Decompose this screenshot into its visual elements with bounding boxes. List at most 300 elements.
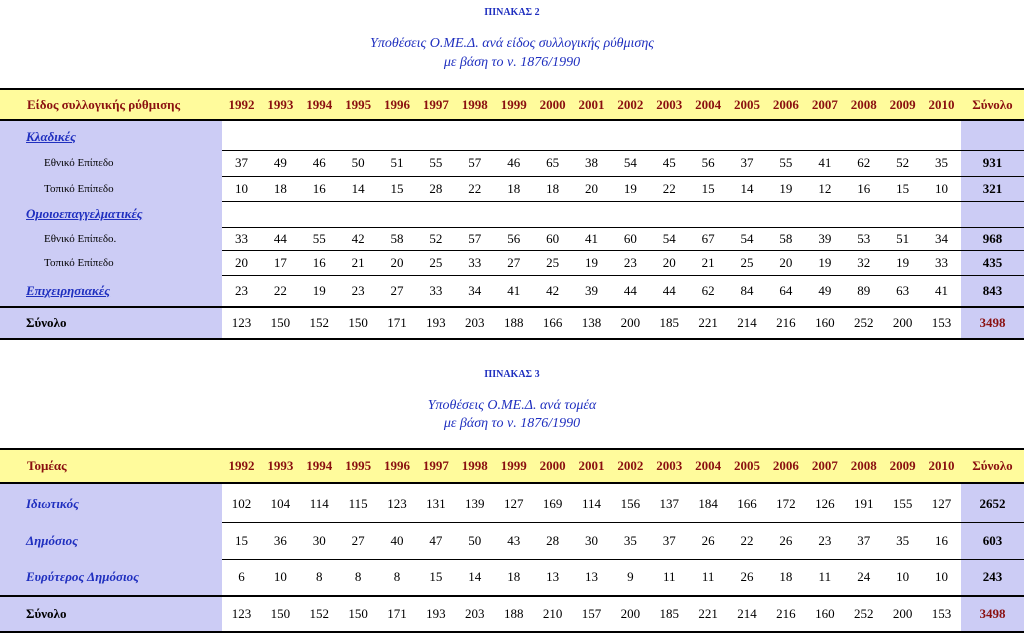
table2-cell: 152 [300,307,339,339]
table3-cell: 8 [393,569,401,585]
table3-year-header: 1996 [378,449,417,483]
table2-cell: 46 [494,150,533,176]
table3-year-header: 1995 [339,449,378,483]
table3-year-header: 1993 [261,449,300,483]
table2-cell: 33 [429,282,443,298]
table3-cell: 11 [662,569,676,585]
table3-cell: 221 [689,596,728,632]
table2-cell: 58 [378,227,417,250]
table2-cell: 123 [222,307,261,339]
table2-cell [378,201,417,227]
table3-cell: 102 [222,486,261,522]
table3-total-header: Σύνολο [961,449,1024,483]
table2-cell: 20 [650,250,689,275]
table3-cell: 155 [883,486,922,522]
table2-cell: 41 [805,150,844,176]
table3-cell: 37 [844,522,883,559]
table3-cell: 252 [844,596,883,632]
table3-row [0,596,1024,632]
table2-year-header: 1994 [300,89,339,120]
table3-cell: 11 [818,569,832,585]
table3-cell: 35 [611,522,650,559]
table2-year-header: 2010 [922,89,961,120]
table2-cell [883,201,922,227]
table3-cell: 169 [533,486,572,522]
table2-cell [494,201,533,227]
table2-row-label: Επιχειρησιακές [0,275,222,307]
table2-cell [416,201,455,227]
table2-cell [883,123,922,150]
table2-cell: 34 [468,282,482,298]
table3-cell: 35 [883,522,922,559]
table2-cell [416,123,455,150]
table2-cell: 41 [507,282,521,298]
table3-cell: 26 [689,522,728,559]
table2-cell: 153 [922,307,961,339]
table2-cell: 216 [766,307,805,339]
table2-cell: 33 [222,227,261,250]
table3-cell: 203 [455,596,494,632]
table2-cell: 252 [844,307,883,339]
table2-cell [728,123,767,150]
table2-cell: 193 [416,307,455,339]
table3-cell: 10 [934,569,948,585]
table2-cell: 64 [779,282,793,298]
table3-cell: 11 [701,569,715,585]
table3-title: Υποθέσεις Ο.ΜΕ.Δ. ανά τομέα [427,398,597,413]
table2-cell: 150 [339,307,378,339]
table2-cell: 63 [896,282,910,298]
table3-cell: 153 [922,596,961,632]
table3-cell: 216 [766,596,805,632]
table3-cell: 18 [779,569,793,585]
table3-year-header: 2001 [572,449,611,483]
table2-cell: 185 [650,307,689,339]
table3-label: ΠΙΝΑΚΑΣ 3 [484,369,540,380]
table2-cell: 55 [416,150,455,176]
table2-cell: 25 [533,250,572,275]
table3-row-total: 243 [961,559,1024,596]
table2-cell [611,201,650,227]
table2-row [0,123,1024,150]
table2-cell: 19 [572,250,611,275]
table3-year-header: 2010 [922,449,961,483]
table3-cell: 127 [922,486,961,522]
table3-cell: 114 [300,486,339,522]
table2-year-header: 2000 [533,89,572,120]
table2-cell: 171 [378,307,417,339]
table2-year-header: 2001 [572,89,611,120]
table2-cell [300,201,339,227]
table3-cell: 18 [507,569,521,585]
table2-cell: 58 [766,227,805,250]
table2-cell: 18 [494,176,533,201]
table2-cell: 200 [611,307,650,339]
table3-row-total: 603 [961,522,1024,559]
table2-cell: 22 [273,282,287,298]
table2-cell: 51 [378,150,417,176]
table2-cell [689,123,728,150]
table2-cell: 16 [300,250,339,275]
table2-year-header: 2004 [689,89,728,120]
table2-cell: 20 [222,250,261,275]
table3-cell: 9 [627,569,634,585]
table3-cell: 123 [222,596,261,632]
table2-cell [650,201,689,227]
table2-year-header: 1993 [261,89,300,120]
table2-row-total: 968 [961,227,1024,250]
table2-cell: 17 [261,250,300,275]
table3-cell: 152 [300,596,339,632]
table2-cell: 60 [611,227,650,250]
table3-cell: 10 [273,569,287,585]
table2-cell: 18 [533,176,572,201]
table3-cell: 23 [805,522,844,559]
table2-cell: 37 [222,150,261,176]
table3-cell: 24 [857,569,871,585]
table3-cell: 30 [572,522,611,559]
table2-cell: 21 [689,250,728,275]
table2-year-header: 2005 [728,89,767,120]
table2-cell: 33 [922,250,961,275]
table2-cell [261,201,300,227]
table2-cell: 51 [883,227,922,250]
table3-row-total: 3498 [961,596,1024,632]
table2-cell [805,123,844,150]
table2-cell: 20 [378,250,417,275]
table3-year-header: 1994 [300,449,339,483]
table3-cell: 30 [300,522,339,559]
table2-cell: 150 [261,307,300,339]
table2-cell: 50 [339,150,378,176]
table3-cell: 185 [650,596,689,632]
table3-cell: 139 [455,486,494,522]
table2-cell: 18 [261,176,300,201]
table3-cell: 166 [728,486,767,522]
table2 [0,88,1024,340]
table2-row-total: 435 [961,250,1024,275]
table2-cell [261,123,300,150]
table2-cell [922,201,961,227]
table3-cell: 50 [455,522,494,559]
table2-cell: 56 [494,227,533,250]
table3-cell: 157 [572,596,611,632]
table2-cell: 45 [650,150,689,176]
table2-cell: 84 [740,282,754,298]
table3-cell: 16 [922,522,961,559]
table3-year-header: 2005 [728,449,767,483]
table2-row-total [961,123,1024,150]
table2-cell: 20 [766,250,805,275]
table3-cell: 150 [261,596,300,632]
table2-row [0,250,1024,275]
table2-cell: 55 [300,227,339,250]
table2-cell: 203 [455,307,494,339]
table3-cell: 40 [378,522,417,559]
table2-cell: 19 [312,282,326,298]
table3-cell: 13 [584,569,598,585]
table2-header-row [0,89,1024,120]
table3-cell: 8 [354,569,362,585]
table2-cell: 214 [728,307,767,339]
table3-cell: 200 [611,596,650,632]
table2-cell: 55 [766,150,805,176]
table3-year-header: 1998 [455,449,494,483]
table3-year-header: 2006 [766,449,805,483]
table2-cell: 46 [300,150,339,176]
table2-cell: 27 [494,250,533,275]
table3-cell: 26 [766,522,805,559]
table2-cell [572,123,611,150]
table3-row [0,522,1024,559]
table2-cell: 54 [650,227,689,250]
table3-year-header: 2002 [611,449,650,483]
table2-row-total: 321 [961,176,1024,201]
table2-cell [222,201,261,227]
table2-cell [844,123,883,150]
table3-year-header: 2004 [689,449,728,483]
table2-cell: 19 [766,176,805,201]
table3-cell: 22 [728,522,767,559]
table2-cell: 38 [572,150,611,176]
table2-year-header: 2007 [805,89,844,120]
table2-cell [339,123,378,150]
table2-subtitle: με βάση το ν. 1876/1990 [443,55,581,70]
table2-year-header: 2002 [611,89,650,120]
table3-year-header: 2008 [844,449,883,483]
table3-cell: 126 [805,486,844,522]
table2-cell: 44 [623,282,637,298]
table3-row [0,486,1024,522]
table3-cell: 156 [611,486,650,522]
table2-cell: 28 [416,176,455,201]
table2-header-label: Είδος συλλογικής ρύθμισης [0,89,222,120]
table2-cell: 21 [339,250,378,275]
table3-year-header: 2009 [883,449,922,483]
table2-row-total: 843 [961,275,1024,307]
table2-cell: 34 [922,227,961,250]
table2-total-header: Σύνολο [961,89,1024,120]
table2-cell: 37 [728,150,767,176]
table3-cell: 123 [378,486,417,522]
table2-cell [650,123,689,150]
table2-cell: 41 [934,282,948,298]
table2-year-header: 1992 [222,89,261,120]
table2-cell [300,123,339,150]
table3-cell: 188 [494,596,533,632]
table3-cell: 172 [766,486,805,522]
table2-cell: 35 [922,150,961,176]
table3-cell: 137 [650,486,689,522]
table3-year-header: 1997 [416,449,455,483]
table3-cell: 47 [416,522,455,559]
table3-year-header: 2007 [805,449,844,483]
table2-cell: 22 [650,176,689,201]
table2-cell: 33 [455,250,494,275]
table3-row-label: Δημόσιος [0,522,222,559]
table2-cell [844,201,883,227]
table2-cell: 20 [572,176,611,201]
table3-cell: 15 [222,522,261,559]
table2-cell: 138 [572,307,611,339]
table3-cell: 171 [378,596,417,632]
table2-cell [766,123,805,150]
table2-label: ΠΙΝΑΚΑΣ 2 [484,7,540,18]
table2-year-header: 1997 [416,89,455,120]
table2-cell: 44 [261,227,300,250]
table3-cell: 104 [261,486,300,522]
table2-cell: 67 [689,227,728,250]
table3-header-row [0,449,1024,483]
table2-cell [922,123,961,150]
table3-cell: 210 [533,596,572,632]
table2-cell: 27 [390,282,404,298]
table3-cell: 10 [896,569,910,585]
table2-cell [533,123,572,150]
table2-cell: 32 [844,250,883,275]
table2-row-total: 3498 [961,307,1024,339]
table2-cell: 10 [222,176,261,201]
table3-year-header: 1999 [494,449,533,483]
table2-cell: 54 [728,227,767,250]
table2-cell: 49 [261,150,300,176]
table2-row [0,201,1024,227]
table3-cell: 150 [339,596,378,632]
table2-year-header: 2003 [650,89,689,120]
table2-cell [805,201,844,227]
table2-cell: 14 [728,176,767,201]
table3-year-header: 2003 [650,449,689,483]
table2-row-total: 931 [961,150,1024,176]
table2-cell [572,201,611,227]
table2-year-header: 2009 [883,89,922,120]
table2-cell [766,201,805,227]
table2-cell: 49 [818,282,832,298]
table2-cell: 19 [805,250,844,275]
table2-cell: 16 [300,176,339,201]
table3-row-label: Σύνολο [0,596,222,632]
table3-row-label: Ιδιωτικός [0,486,222,522]
table2-row-label: Σύνολο [0,307,222,339]
table3-row [0,559,1024,596]
table2-row-total [961,201,1024,227]
table2-row-label: Ομοιοεπαγγελματικές [0,201,222,227]
table3-subtitle: με βάση το ν. 1876/1990 [443,416,581,431]
table3-cell: 6 [238,569,245,585]
table2-cell [494,123,533,150]
table3-cell: 200 [883,596,922,632]
table2-cell: 57 [455,227,494,250]
table2-cell: 19 [611,176,650,201]
table2-year-header: 2008 [844,89,883,120]
table3-cell: 43 [494,522,533,559]
table3-cell: 8 [315,569,323,585]
table2-cell: 44 [662,282,676,298]
table3-cell: 37 [650,522,689,559]
table3-cell: 184 [689,486,728,522]
table3-cell: 27 [339,522,378,559]
table2-cell [339,201,378,227]
table2-year-header: 1995 [339,89,378,120]
table2-cell: 23 [234,282,248,298]
table2-cell: 166 [533,307,572,339]
table2-cell: 42 [339,227,378,250]
table3-cell: 36 [261,522,300,559]
table2-cell [728,201,767,227]
table3-cell: 28 [533,522,572,559]
table2-cell: 39 [584,282,598,298]
table2-cell: 188 [494,307,533,339]
table2-row-label: Κλαδικές [0,123,222,150]
table2-cell: 15 [378,176,417,201]
table2-cell: 15 [883,176,922,201]
table2-cell: 200 [883,307,922,339]
table2-cell: 62 [701,282,715,298]
table2-cell: 62 [844,150,883,176]
table3-year-header: 1992 [222,449,261,483]
table2-cell: 25 [728,250,767,275]
table2-cell: 39 [805,227,844,250]
table2-row-label: Τοπικό Επίπεδο [0,176,222,201]
table2-cell [611,123,650,150]
table2-cell [222,123,261,150]
table2-cell: 23 [351,282,365,298]
table2-cell [533,201,572,227]
table2-cell: 41 [572,227,611,250]
table3-row-label: Ευρύτερος Δημόσιος [0,559,222,596]
table2-cell: 52 [416,227,455,250]
table2-year-header: 1999 [494,89,533,120]
table3-cell: 160 [805,596,844,632]
table2-cell: 16 [844,176,883,201]
table2-cell: 14 [339,176,378,201]
table3-cell: 115 [339,486,378,522]
table2-title: Υποθέσεις Ο.ΜΕ.Δ. ανά είδος συλλογικής ρύθμισης [370,36,654,51]
table3-cell: 193 [416,596,455,632]
table2-row [0,150,1024,176]
table3-cell: 13 [546,569,560,585]
table2-cell: 52 [883,150,922,176]
table2-year-header: 1996 [378,89,417,120]
table3-cell: 127 [494,486,533,522]
table2-cell: 160 [805,307,844,339]
table2-row [0,227,1024,250]
table2-cell: 22 [455,176,494,201]
table3-row-total: 2652 [961,486,1024,522]
table2-year-header: 2006 [766,89,805,120]
table2-row [0,307,1024,339]
table3-cell: 26 [740,569,754,585]
table2-cell: 60 [533,227,572,250]
table2-cell: 89 [857,282,871,298]
table2-cell: 15 [689,176,728,201]
table2-cell: 221 [689,307,728,339]
table3-cell: 15 [429,569,443,585]
table2-cell [455,201,494,227]
table2-cell: 12 [805,176,844,201]
table2-cell: 23 [611,250,650,275]
table2-cell [378,123,417,150]
table2-cell: 57 [455,150,494,176]
table2-cell: 25 [416,250,455,275]
table2-row [0,176,1024,201]
table2-year-header: 1998 [455,89,494,120]
table2-row [0,275,1024,307]
table2-row-label: Εθνικό Επίπεδο. [0,227,222,250]
table2-cell: 56 [689,150,728,176]
table3-cell: 191 [844,486,883,522]
table2-row-label: Τοπικό Επίπεδο [0,250,222,275]
